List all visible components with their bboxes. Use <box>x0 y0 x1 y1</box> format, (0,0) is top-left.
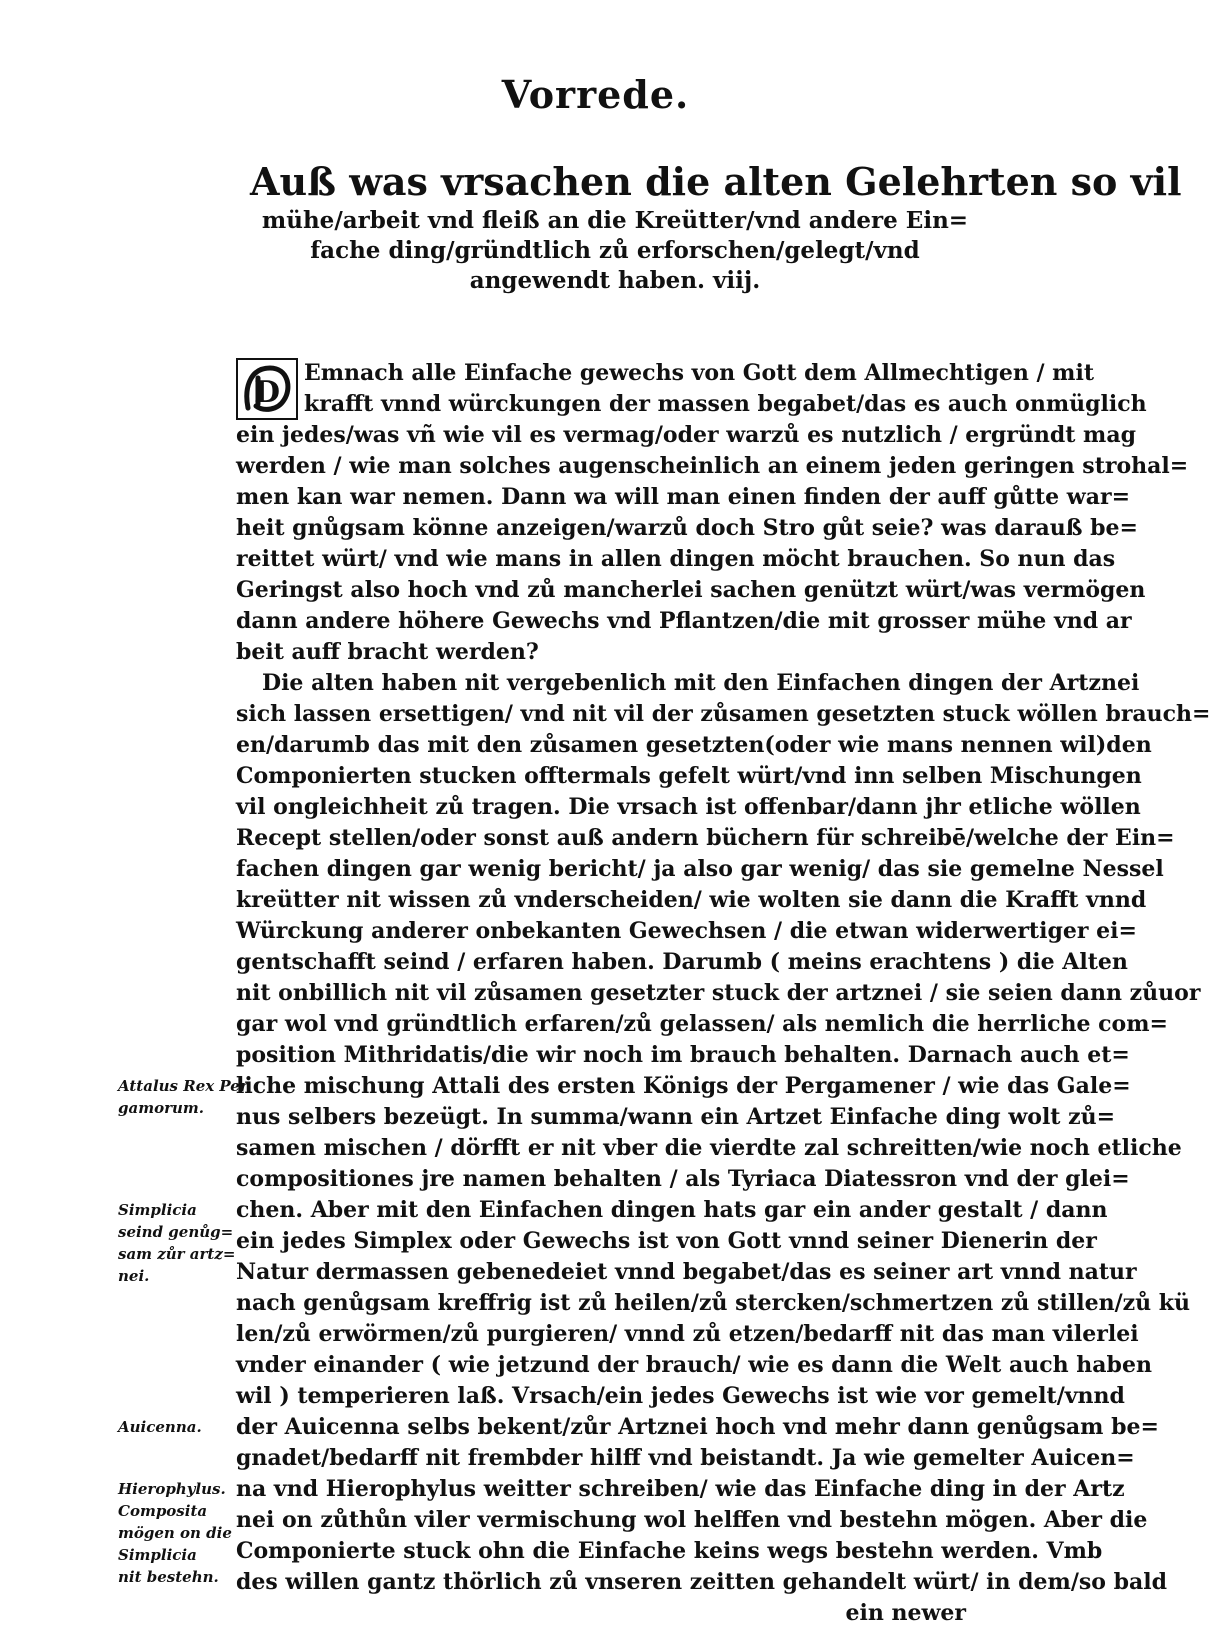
body-line: men kan war nemen. Dann wa will man einen finden der auff gůtte war= <box>236 484 1130 510</box>
body-line: Würckung anderer onbekanten Gewechsen / die etwan widerwertiger ei= <box>236 918 1137 944</box>
body-line: en/darumb das mit den zůsamen gesetzten(oder wie mans nennen wil)den <box>236 732 1152 758</box>
body-line: der Auicenna selbs bekent/zůr Artznei hoch vnd mehr dann genůgsam be= <box>236 1414 1159 1440</box>
margin-note <box>118 1478 236 1588</box>
body-line: samen mischen / dörfft er nit vber die vierdte zal schreitten/wie noch etliche <box>236 1135 1182 1161</box>
body-line: krafft vnnd würckungen der massen begabet/das es auch onmüglich <box>304 391 1147 417</box>
margin-note-line: Auicenna. <box>118 1418 202 1436</box>
margin-note-line: sam zůr artz= <box>118 1245 236 1263</box>
body-line: heit gnůgsam könne anzeigen/warzů doch Stro gůt seie? was darauß be= <box>236 515 1138 541</box>
margin-note <box>118 1199 236 1287</box>
body-line: vnder einander ( wie jetzund der brauch/ wie es dann die Welt auch haben <box>236 1352 1152 1378</box>
margin-note-line: Attalus Rex Per <box>118 1077 248 1095</box>
body-line: dann andere höhere Gewechs vnd Pflantzen/die mit grosser mühe vnd ar <box>236 608 1132 634</box>
margin-note <box>118 1416 236 1438</box>
body-line: kreütter nit wissen zů vnderscheiden/ wie wolten sie dann die Krafft vnnd <box>236 887 1147 913</box>
margin-note-line: Simplicia <box>118 1201 197 1219</box>
body-line: des willen gantz thörlich zů vnseren zeitten gehandelt würt/ in dem/so bald <box>236 1569 1167 1595</box>
body-line: ein jedes Simplex oder Gewechs ist von Gott vnnd seiner Dienerin der <box>236 1228 1097 1254</box>
title-line: angewendt haben. viij. <box>469 267 761 294</box>
body-line: ein jedes/was vñ wie vil es vermag/oder warzů es nutzlich / ergründt mag <box>236 422 1136 448</box>
margin-note-line: gamorum. <box>118 1099 204 1117</box>
drop-cap-letter: D <box>253 375 281 410</box>
margin-note-line: mögen on die <box>118 1524 232 1542</box>
body-line: Componierten stucken offtermals gefelt würt/vnd inn selben Mischungen <box>236 763 1142 789</box>
title-line: mühe/arbeit vnd fleiß an die Kreütter/vnd andere Ein= <box>261 207 969 234</box>
body-line: nach genůgsam kreffrig ist zů heilen/zů stercken/schmertzen zů stillen/zů kü <box>236 1290 1191 1316</box>
body-line: chen. Aber mit den Einfachen dingen hats gar ein ander gestalt / dann <box>236 1197 1108 1223</box>
catchword: ein newer <box>845 1600 966 1626</box>
body-text <box>236 358 1211 1629</box>
body-line: liche mischung Attali des ersten Königs der Pergamener / wie das Gale= <box>236 1073 1131 1099</box>
running-head: Vorrede. <box>501 72 690 117</box>
body-line: reittet würt/ vnd wie mans in allen dingen möcht brauchen. So nun das <box>236 546 1116 572</box>
margin-note-line: Hierophylus. <box>118 1480 226 1498</box>
body-line: Recept stellen/oder sonst auß andern büchern für schreibē/welche der Ein= <box>236 825 1175 851</box>
body-line: beit auff bracht werden? <box>236 639 539 665</box>
body-line: nus selbers bezeügt. In summa/wann ein Artzet Einfache ding wolt zů= <box>236 1104 1116 1130</box>
margin-note-line: nit bestehn. <box>118 1568 219 1586</box>
title-line: Auß was vrsachen die alten Gelehrten so vil <box>250 159 1182 204</box>
body-line: Natur dermassen gebenedeiet vnnd begabet/das es seiner art vnnd natur <box>236 1259 1137 1285</box>
body-line: fachen dingen gar wenig bericht/ ja also gar wenig/ das sie gemelne Nessel <box>236 856 1164 882</box>
body-line: nei on zůthůn viler vermischung wol helffen vnd bestehn mögen. Aber die <box>236 1507 1148 1533</box>
margin-note-line: Composita <box>118 1502 208 1520</box>
drop-cap-initial <box>236 358 298 420</box>
body-line: sich lassen ersettigen/ vnd nit vil der zůsamen gesetzten stuck wöllen brauch= <box>236 701 1211 727</box>
chapter-title <box>250 158 1182 296</box>
body-line: compositiones jre namen behalten / als Tyriaca Diatessron vnd der glei= <box>236 1166 1130 1192</box>
margin-note-line: seind genůg= <box>118 1223 234 1241</box>
margin-note-line: Simplicia <box>118 1546 197 1564</box>
body-line: Componierte stuck ohn die Einfache keins wegs bestehn werden. Vmb <box>236 1538 1103 1564</box>
body-lines <box>236 358 1211 1629</box>
body-line: wil ) temperieren laß. Vrsach/ein jedes Gewechs ist wie vor gemelt/vnnd <box>236 1383 1125 1409</box>
margin-note-line: nei. <box>118 1267 150 1285</box>
body-line: position Mithridatis/die wir noch im brauch behalten. Darnach auch et= <box>236 1042 1130 1068</box>
body-line: gar wol vnd gründtlich erfaren/zů gelassen/ als nemlich die herrliche com= <box>236 1011 1168 1037</box>
body-line: werden / wie man solches augenscheinlich an einem jeden geringen strohal= <box>236 453 1189 479</box>
body-line: gnadet/bedarff nit frembder hilff vnd beistandt. Ja wie gemelter Auicen= <box>236 1445 1135 1471</box>
title-line: fache ding/gründtlich zů erforschen/gelegt/vnd <box>310 237 920 264</box>
body-line: Die alten haben nit vergebenlich mit den Einfachen dingen der Artznei <box>262 670 1140 696</box>
body-line: nit onbillich nit vil zůsamen gesetzter stuck der artznei / sie seien dann zůuor <box>236 980 1201 1006</box>
body-line: na vnd Hierophylus weitter schreiben/ wie das Einfache ding in der Artz <box>236 1476 1125 1502</box>
body-line: vil ongleichheit zů tragen. Die vrsach ist offenbar/dann jhr etliche wöllen <box>236 794 1141 820</box>
body-line: gentschafft seind / erfaren haben. Darumb ( meins erachtens ) die Alten <box>236 949 1128 975</box>
body-line: Geringst also hoch vnd zů mancherlei sachen genützt würt/was vermögen <box>236 577 1146 603</box>
body-line: Emnach alle Einfache gewechs von Gott dem Allmechtigen / mit <box>304 360 1094 386</box>
body-line: len/zů erwörmen/zů purgieren/ vnnd zů etzen/bedarff nit das man vilerlei <box>236 1321 1139 1347</box>
margin-note <box>118 1075 248 1119</box>
